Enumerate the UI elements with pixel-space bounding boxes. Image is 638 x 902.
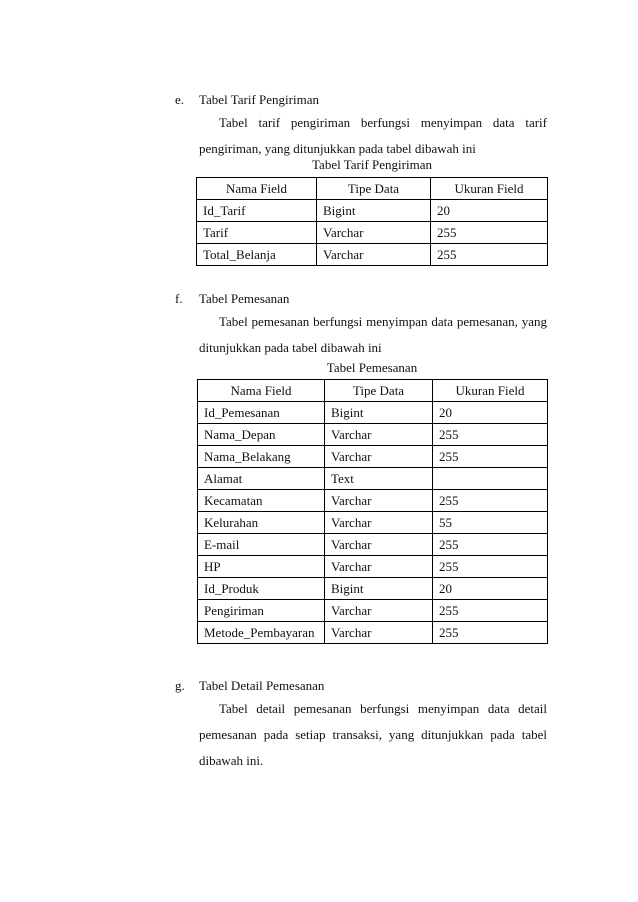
section-f-heading bbox=[175, 291, 289, 307]
table-row bbox=[197, 222, 548, 244]
cell-size: 255 bbox=[431, 222, 548, 244]
section-f-paragraph: Tabel pemesanan berfungsi menyimpan data pemesanan, yang ditunjukkan pada tabel dibawah ini bbox=[199, 314, 547, 355]
cell-size: 255 bbox=[433, 622, 548, 644]
pemesanan-table bbox=[197, 379, 548, 644]
table-header-row bbox=[198, 380, 548, 402]
cell-field: Id_Tarif bbox=[197, 200, 317, 222]
section-g-heading bbox=[175, 678, 324, 694]
cell-size: 20 bbox=[433, 578, 548, 600]
cell-field: Tarif bbox=[197, 222, 317, 244]
table-row bbox=[198, 446, 548, 468]
cell-type: Varchar bbox=[325, 622, 433, 644]
header-ukuran-field: Ukuran Field bbox=[431, 178, 548, 200]
cell-field: Alamat bbox=[198, 468, 325, 490]
cell-type: Bigint bbox=[325, 578, 433, 600]
cell-type: Text bbox=[325, 468, 433, 490]
section-e-paragraph: Tabel tarif pengiriman berfungsi menyimpan data tarif pengiriman, yang ditunjukkan pada tabel dibawah ini bbox=[199, 115, 547, 156]
section-e-heading bbox=[175, 92, 319, 108]
cell-size: 255 bbox=[433, 600, 548, 622]
table-f-caption: Tabel Pemesanan bbox=[326, 360, 418, 375]
cell-size: 255 bbox=[433, 446, 548, 468]
section-letter: e. bbox=[175, 92, 185, 107]
cell-field: Nama_Belakang bbox=[198, 446, 325, 468]
cell-field: Metode_Pembayaran bbox=[198, 622, 325, 644]
cell-field: Id_Produk bbox=[198, 578, 325, 600]
cell-field: Nama_Depan bbox=[198, 424, 325, 446]
tarif-pengiriman-table bbox=[196, 177, 548, 266]
cell-size: 20 bbox=[433, 402, 548, 424]
cell-type: Varchar bbox=[325, 556, 433, 578]
cell-size: 255 bbox=[433, 534, 548, 556]
section-title: Tabel Tarif Pengiriman bbox=[199, 92, 319, 107]
cell-size: 255 bbox=[433, 490, 548, 512]
header-nama-field: Nama Field bbox=[197, 178, 317, 200]
section-title: Tabel Pemesanan bbox=[199, 291, 290, 306]
cell-size: 20 bbox=[431, 200, 548, 222]
table-row bbox=[198, 556, 548, 578]
table-row bbox=[198, 512, 548, 534]
table-row bbox=[197, 200, 548, 222]
header-tipe-data: Tipe Data bbox=[325, 380, 433, 402]
section-g-paragraph: Tabel detail pemesanan berfungsi menyimpan data detail pemesanan pada setiap transaksi, yang ditunjukkan pada tabel dibawah ini. bbox=[199, 701, 547, 768]
cell-size: 55 bbox=[433, 512, 548, 534]
cell-type: Varchar bbox=[325, 600, 433, 622]
cell-type: Varchar bbox=[325, 446, 433, 468]
cell-type: Varchar bbox=[325, 534, 433, 556]
cell-field: E-mail bbox=[198, 534, 325, 556]
table-row bbox=[198, 402, 548, 424]
table-e-caption: Tabel Tarif Pengiriman bbox=[312, 157, 432, 172]
header-nama-field: Nama Field bbox=[198, 380, 325, 402]
table-row bbox=[198, 622, 548, 644]
cell-type: Varchar bbox=[317, 222, 431, 244]
table-row bbox=[197, 244, 548, 266]
section-title: Tabel Detail Pemesanan bbox=[199, 678, 325, 693]
table-row bbox=[198, 578, 548, 600]
cell-type: Bigint bbox=[317, 200, 431, 222]
table-row bbox=[198, 600, 548, 622]
cell-field: Total_Belanja bbox=[197, 244, 317, 266]
table-row bbox=[198, 468, 548, 490]
table-row bbox=[198, 534, 548, 556]
cell-size: 255 bbox=[431, 244, 548, 266]
table-row bbox=[198, 424, 548, 446]
table-header-row bbox=[197, 178, 548, 200]
cell-size bbox=[433, 468, 548, 490]
cell-field: Pengiriman bbox=[198, 600, 325, 622]
header-ukuran-field: Ukuran Field bbox=[433, 380, 548, 402]
cell-field: Kecamatan bbox=[198, 490, 325, 512]
cell-type: Varchar bbox=[317, 244, 431, 266]
cell-size: 255 bbox=[433, 556, 548, 578]
cell-field: HP bbox=[198, 556, 325, 578]
header-tipe-data: Tipe Data bbox=[317, 178, 431, 200]
section-letter: g. bbox=[175, 678, 185, 693]
cell-type: Varchar bbox=[325, 512, 433, 534]
table-row bbox=[198, 490, 548, 512]
cell-size: 255 bbox=[433, 424, 548, 446]
cell-field: Id_Pemesanan bbox=[198, 402, 325, 424]
cell-type: Bigint bbox=[325, 402, 433, 424]
cell-type: Varchar bbox=[325, 424, 433, 446]
cell-field: Kelurahan bbox=[198, 512, 325, 534]
cell-type: Varchar bbox=[325, 490, 433, 512]
section-letter: f. bbox=[175, 291, 183, 306]
